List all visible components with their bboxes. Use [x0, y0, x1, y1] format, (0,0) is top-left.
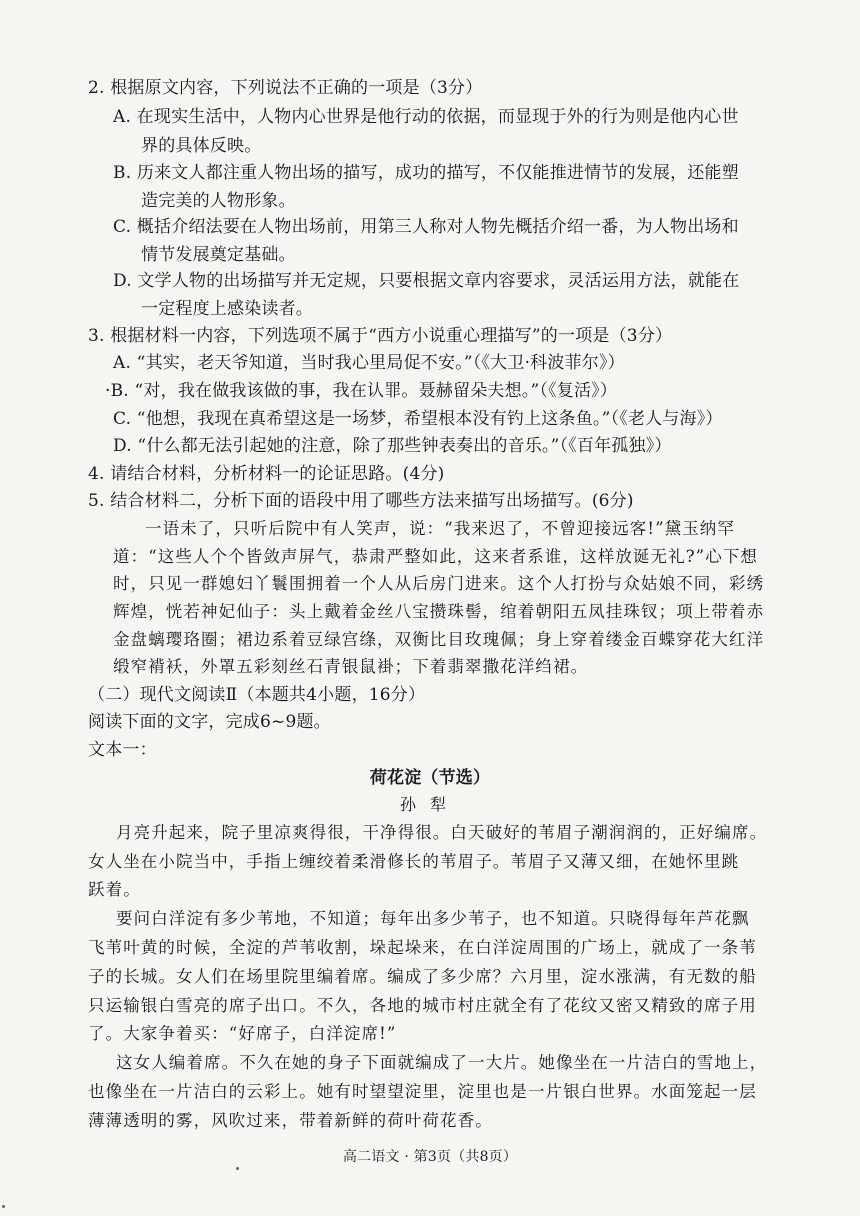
question-5-stem: 5. 结合材料二，分析下面的语段中用了哪些方法来描写出场描写。(6分) [88, 491, 634, 511]
question-3-stem: 3. 根据材料一内容，下列选项不属于“西方小说重心理描写”的一项是（3分） [88, 326, 673, 346]
article-paragraph-line: 了。大家争着买：“好席子，白洋淀席!” [88, 1024, 397, 1043]
scan-speck [236, 1167, 239, 1170]
question-2-option-a-line2: 界的具体反映。 [141, 136, 262, 156]
quoted-passage-line: 辉煌，恍若神妃仙子：头上戴着金丝八宝攒珠髻，绾着朝阳五凤挂珠钗；项上带着赤 [113, 602, 765, 621]
article-paragraph-line: 薄薄透明的雾，风吹过来，带着新鲜的荷叶荷花香。 [88, 1111, 493, 1130]
question-3-option-c: C. “他想，我现在真希望这是一场梦，希望根本没有钓上这条鱼。”（《老人与海》） [113, 409, 723, 429]
question-2-stem: 2. 根据原文内容，下列说法不正确的一项是（3分） [88, 78, 483, 98]
question-2-option-c-line2: 情节发展奠定基础。 [141, 245, 296, 265]
article-paragraph-line: 飞苇叶黄的时候，全淀的芦苇收割，垛起垛来，在白洋淀周围的广场上，就成了一条苇 [88, 938, 757, 957]
text-label: 文本一： [88, 740, 157, 760]
quoted-passage-line: 时，只见一群媳妇丫鬟围拥着一个人从后房门进来。这个人打扮与众姑娘不同，彩绣 [113, 574, 765, 593]
quoted-passage-line: 一语未了，只听后院中有人笑声，说：“我来迟了，不曾迎接远客!”黛玉纳罕 [145, 519, 736, 538]
article-paragraph-line: 这女人编着席。不久在她的身子下面就编成了一大片。她像坐在一片洁白的雪地上， [116, 1053, 768, 1072]
article-paragraph-line: 要问白洋淀有多少苇地，不知道；每年出多少苇子，也不知道。只晓得每年芦花飘 [116, 909, 750, 928]
article-paragraph-line: 月亮升起来，院子里凉爽得很，干净得很。白天破好的苇眉子潮润润的，正好编席。 [116, 823, 768, 842]
page-footer: 高二语文 · 第3页（共8页） [342, 1149, 518, 1165]
question-3-option-a: A. “其实，老天爷知道，当时我心里局促不安。”（《大卫·科波菲尔》） [113, 353, 625, 373]
question-3-option-d: D. “什么都无法引起她的注意，除了那些钟表奏出的音乐。”（《百年孤独》） [113, 436, 672, 456]
question-2-option-b-line2: 造完美的人物形象。 [141, 191, 296, 211]
article-title: 荷花淀（节选） [369, 768, 491, 788]
section-instruction: 阅读下面的文字，完成6~9题。 [88, 712, 331, 732]
article-paragraph-line: 也像坐在一片洁白的云彩上。她有时望望淀里，淀里也是一片银白世界。水面笼起一层 [88, 1082, 757, 1101]
article-author: 孙犁 [399, 795, 460, 814]
article-paragraph-line: 跃着。 [88, 880, 141, 899]
article-paragraph-line: 只运输银白雪亮的席子出口。不久，各地的城市村庄就全有了花纹又密又精致的席子用 [88, 996, 757, 1015]
question-4-stem: 4. 请结合材料，分析材料一的论证思路。(4分) [88, 464, 445, 484]
quoted-passage-line: 缎窄褙袄，外罩五彩刻丝石青银鼠褂；下着翡翠撒花洋绉裙。 [113, 657, 589, 676]
question-2-option-d-line1: D. 文学人物的出场描写并无定规，只要根据文章内容要求，灵活运用方法，就能在 [113, 271, 740, 291]
question-2-option-a-line1: A. 在现实生活中，人物内心世界是他行动的依据，而显现于外的行为则是他内心世 [113, 107, 739, 127]
quoted-passage-line: 道：“这些人个个皆敛声屏气，恭肃严整如此，这来者系谁，这样放诞无礼?”心下想 [113, 547, 759, 566]
question-2-option-b-line1: B. 历来文人都注重人物出场的描写，成功的描写，不仅能推进情节的发展，还能塑 [113, 163, 739, 183]
article-paragraph-line: 子的长城。女人们在场里院里编着席。编成了多少席？六月里，淀水涨满，有无数的船 [88, 967, 757, 986]
question-3-option-b: ·B. “对，我在做我该做的事，我在认罪。聂赫留朵夫想。”（《复活》） [105, 381, 618, 401]
question-2-option-c-line1: C. 概括介绍法要在人物出场前，用第三人称对人物先概括介绍一番，为人物出场和 [113, 217, 739, 237]
scan-speck [2, 1205, 5, 1208]
question-2-option-d-line2: 一定程度上感染读者。 [141, 299, 313, 319]
article-paragraph-line: 女人坐在小院当中，手指上缠绞着柔滑修长的苇眉子。苇眉子又薄又细，在她怀里跳 [88, 852, 740, 871]
quoted-passage-line: 金盘螭璎珞圈；裙边系着豆绿宫绦，双衡比目玫瑰佩；身上穿着缕金百蝶穿花大红洋 [113, 630, 765, 649]
section-heading: （二）现代文阅读Ⅱ（本题共4小题，16分） [88, 685, 426, 705]
